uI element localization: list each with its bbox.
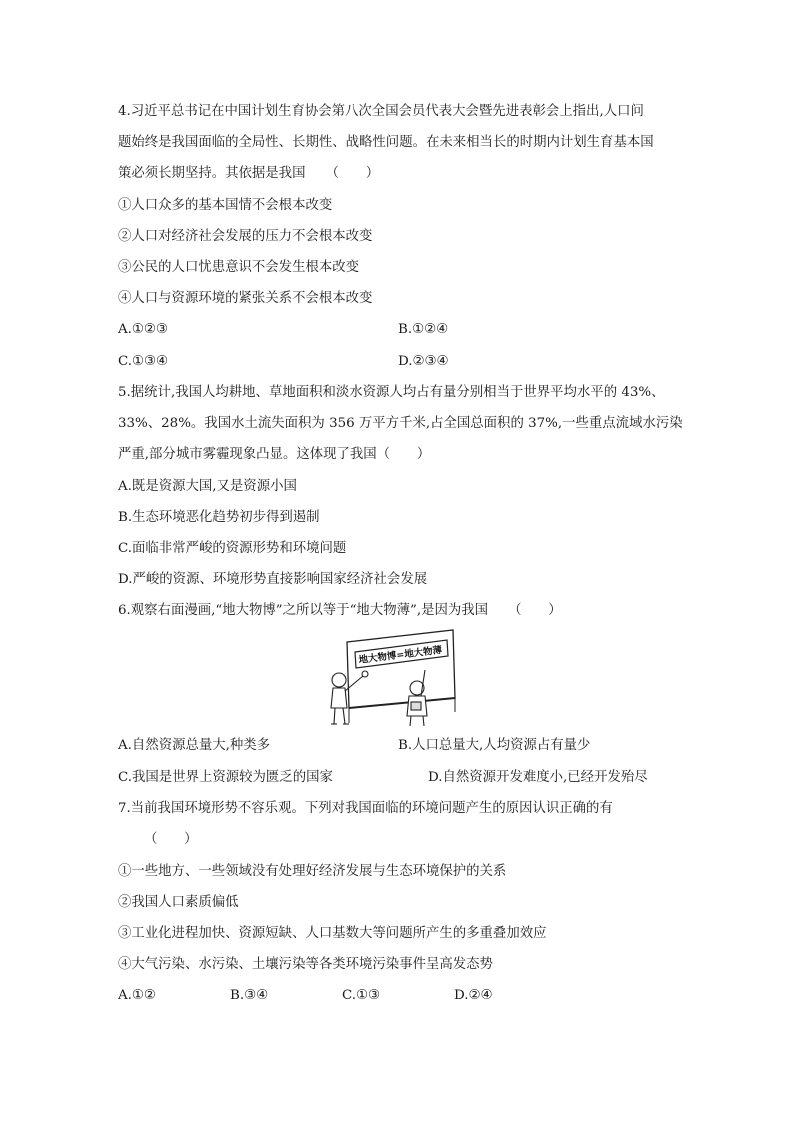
q5-stem-line-3: 严重,部分城市雾霾现象凸显。这体现了我国（ ） [118, 447, 431, 462]
q7-option-c: C.①③ [342, 988, 381, 1003]
q5-stem-line-2: 33%、28%。我国水土流失面积为 356 万平方千米,占全国总面积的 37%,一些重点流域水污染 [118, 416, 683, 431]
q4-item-3: ③公民的人口忧患意识不会发生根本改变 [118, 260, 360, 275]
q5-option-a: A.既是资源大国,又是资源小国 [118, 479, 297, 494]
q6-stem-line-1: 6.观察右面漫画,“地大物博”之所以等于“地大物薄”,是因为我国 （ ） [118, 603, 562, 618]
q4-option-c: C.①③④ [118, 354, 169, 369]
q7-item-2: ②我国人口素质偏低 [118, 895, 239, 910]
q7-item-3: ③工业化进程加快、资源短缺、人口基数大等问题所产生的多重叠加效应 [118, 926, 547, 941]
q6-option-a: A.自然资源总量大,种类多 [118, 738, 271, 753]
q7-stem-line-1: 7.当前我国环境形势不容乐观。下列对我国面临的环境问题产生的原因认识正确的有 [118, 801, 613, 816]
q4-stem-line-1: 4.习近平总书记在中国计划生育协会第八次全国会员代表大会暨先进表彰会上指出,人口问 [118, 104, 644, 119]
q7-option-d: D.②④ [454, 988, 493, 1003]
q4-stem-line-3: 策必须长期坚持。其依据是我国 （ ） [118, 166, 380, 181]
q7-option-b: B.③④ [230, 988, 269, 1003]
q7-option-a: A.①② [118, 988, 156, 1003]
q4-option-d: D.②③④ [398, 354, 449, 369]
q4-stem-line-2: 题始终是我国面临的全局性、长期性、战略性问题。在未来相当长的时期内计划生育基本国 [118, 135, 654, 150]
cartoon-image [325, 628, 470, 728]
q4-option-b: B.①②④ [398, 322, 449, 337]
q5-option-d: D.严峻的资源、环境形势直接影响国家经济社会发展 [118, 572, 428, 587]
q7-item-1: ①一些地方、一些领域没有处理好经济发展与生态环境保护的关系 [118, 864, 507, 879]
q6-option-c: C.我国是世界上资源较为匮乏的国家 [118, 770, 333, 785]
q4-item-4: ④人口与资源环境的紧张关系不会根本改变 [118, 291, 373, 306]
q6-option-b: B.人口总量大,人均资源占有量少 [398, 738, 591, 753]
q7-stem-line-2: （ ） [144, 832, 198, 847]
q6-option-d: D.自然资源开发难度小,已经开发殆尽 [428, 770, 648, 785]
q4-item-2: ②人口对经济社会发展的压力不会根本改变 [118, 229, 373, 244]
q7-item-4: ④大气污染、水污染、土壤污染等各类环境污染事件呈高发态势 [118, 957, 493, 972]
q5-option-b: B.生态环境恶化趋势初步得到遏制 [118, 510, 320, 525]
q5-stem-line-1: 5.据统计,我国人均耕地、草地面积和淡水资源人均占有量分别相当于世界平均水平的 43%、 [118, 385, 665, 400]
q5-option-c: C.面临非常严峻的资源形势和环境问题 [118, 541, 347, 556]
q4-option-a: A.①②③ [118, 322, 168, 337]
cartoon-sign-text: 地大物博=地大物薄 [358, 644, 443, 666]
q4-item-1: ①人口众多的基本国情不会根本改变 [118, 198, 333, 213]
